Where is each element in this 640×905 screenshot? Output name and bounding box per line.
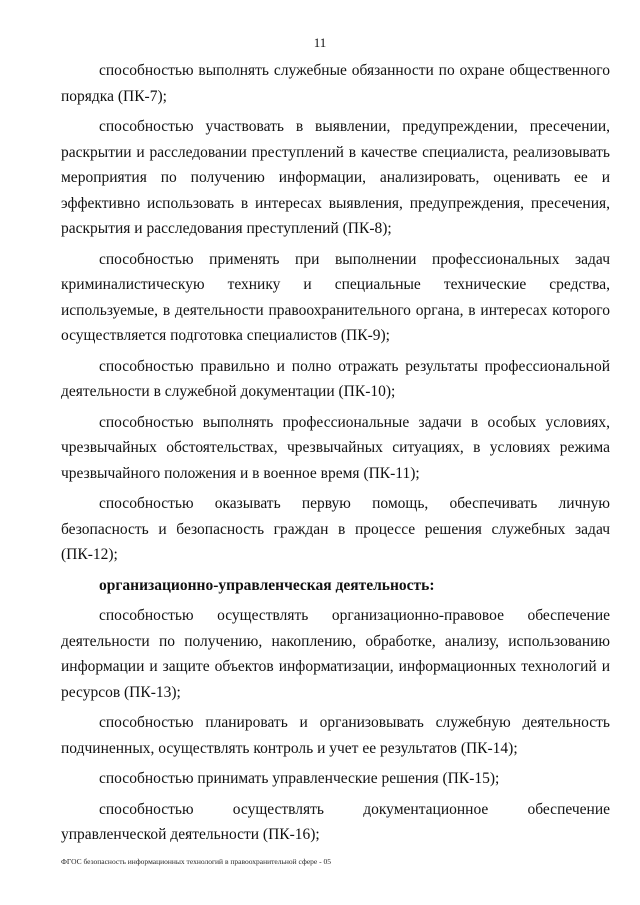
paragraph-pk-11: способностью выполнять профессиональные задачи в особых условиях, чрезвычайных обстоятельствах, чрезвычайных ситуациях, в условиях режима чрезвычайного положения и в военное время (ПК-11);	[61, 413, 610, 482]
document-body	[61, 58, 610, 853]
paragraph-pk-14: способностью планировать и организовывать служебную деятельность подчиненных, осуществлять контроль и учет ее результатов (ПК-14);	[61, 714, 610, 757]
paragraph-pk-13: способностью осуществлять организационно-правовое обеспечение деятельности по получению, накоплению, обработке, анализу, использованию информации и защите объектов информатизации, информационных технологий и ресурсов (ПК-13);	[61, 607, 610, 701]
paragraph-pk-8: способностью участвовать в выявлении, предупреждении, пресечении, раскрытии и расследовании преступлений в качестве специалиста, реализовывать мероприятия по получению информации, анализировать, оценивать ее и эффективно использовать в интересах выявления, предупреждения, пресечения, раскрытия и расследования преступлений (ПК-8);	[61, 118, 610, 237]
paragraph-pk-9: способностью применять при выполнении профессиональных задач криминалистическую технику и специальные технические средства, используемые, в деятельности правоохранительного органа, в интересах которого осуществляется подготовка специалистов (ПК-9);	[61, 250, 610, 344]
paragraph-pk-10: способностью правильно и полно отражать результаты профессиональной деятельности в служебной документации (ПК-10);	[61, 357, 610, 400]
section-heading: организационно-управленческая деятельность:	[99, 576, 435, 594]
paragraph-pk-16: способностью осуществлять документационное обеспечение управленческой деятельности (ПК-16);	[61, 800, 610, 843]
page-footer: ФГОС безопасность информационных технологий в правоохранительной сфере - 05	[61, 857, 331, 866]
paragraph-pk-12: способностью оказывать первую помощь, обеспечивать личную безопасность и безопасность граждан в процессе решения служебных задач (ПК-12);	[61, 495, 610, 563]
paragraph-pk-15: способностью принимать управленческие решения (ПК-15);	[99, 770, 500, 787]
page-number: 11	[313, 35, 327, 50]
paragraph-pk-7: способностью выполнять служебные обязанности по охране общественного порядка (ПК-7);	[61, 62, 610, 105]
